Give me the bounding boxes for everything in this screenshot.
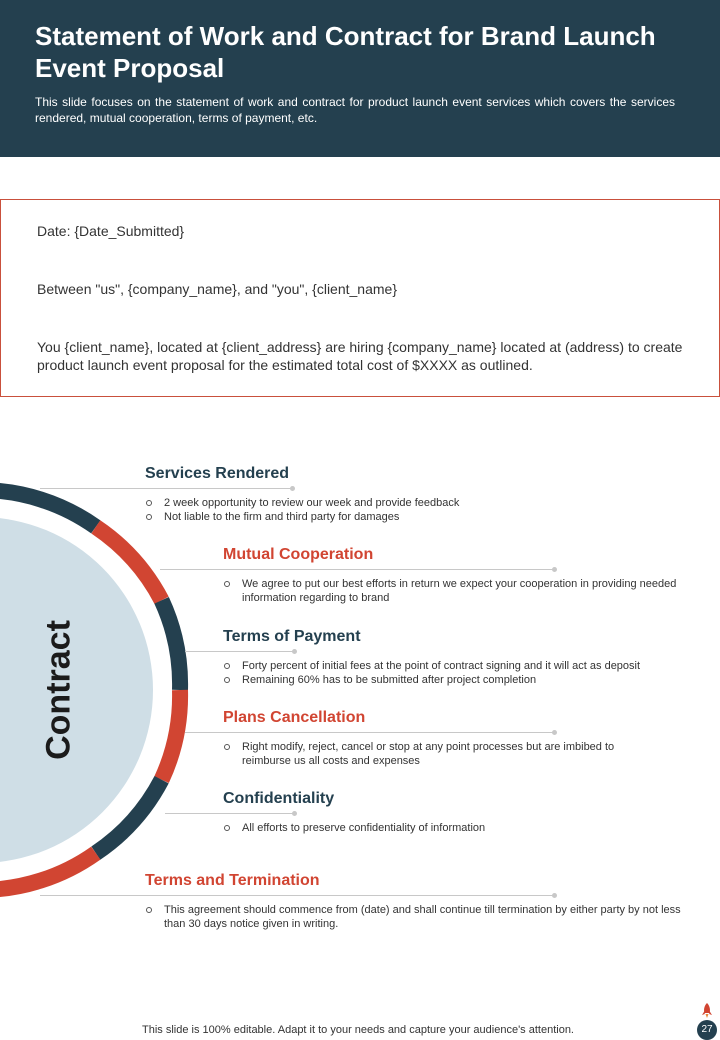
section-terms-of-payment — [223, 627, 693, 687]
section-list — [223, 577, 693, 605]
rocket-icon — [701, 1003, 713, 1019]
section-list — [223, 659, 693, 687]
section-services-rendered — [145, 464, 705, 524]
ring-segment-4 — [162, 690, 180, 780]
section-terms-and-termination — [145, 871, 690, 931]
page-number-badge: 27 — [697, 1020, 717, 1040]
separator-line — [165, 813, 295, 814]
hiring-line: You {client_name}, located at {client_address} are hiring {company_name} located at (address) to create product launch event proposal for the estimated total cost of $XXXX as outlined. — [37, 339, 683, 373]
footer-note: This slide is 100% editable. Adapt it to your needs and capture your audience's attention. — [142, 1024, 574, 1036]
list-item: Not liable to the firm and third party for damages — [145, 510, 705, 524]
section-list — [145, 496, 705, 524]
ring-segment-3 — [162, 600, 180, 690]
separator-line — [160, 569, 555, 570]
section-title: Terms of Payment — [223, 628, 361, 645]
list-item: Right modify, reject, cancel or stop at any point processes but are imbibed to reimburse us all costs and expenses — [223, 740, 663, 768]
section-title: Services Rendered — [145, 465, 290, 482]
separator-line — [40, 895, 555, 896]
section-title: Mutual Cooperation — [223, 546, 374, 563]
separator-line — [185, 651, 295, 652]
section-title: Plans Cancellation — [223, 709, 366, 726]
section-title: Confidentiality — [223, 790, 335, 807]
list-item: All efforts to preserve confidentiality of information — [223, 821, 693, 835]
date-line: Date: {Date_Submitted} — [37, 223, 185, 239]
page-subtitle: This slide focuses on the statement of work and contract for product launch event services which covers the services rendered, mutual cooperation, terms of payment, etc. — [35, 95, 675, 125]
list-item: Remaining 60% has to be submitted after project completion — [223, 673, 693, 687]
list-item: Forty percent of initial fees at the point of contract signing and it will act as deposit — [223, 659, 693, 673]
section-mutual-cooperation — [223, 545, 693, 605]
page-title: Statement of Work and Contract for Brand Launch Event Proposal — [35, 21, 656, 83]
section-list — [223, 821, 693, 835]
list-item: 2 week opportunity to review our week and provide feedback — [145, 496, 705, 510]
section-list — [145, 903, 690, 931]
contract-intro-box — [0, 199, 720, 397]
separator-line — [185, 732, 555, 733]
section-plans-cancellation — [223, 708, 663, 768]
section-title: Terms and Termination — [145, 872, 320, 889]
list-item: We agree to put our best efforts in return we expect your cooperation in providing needed information regarding to brand — [223, 577, 693, 605]
parties-line: Between "us", {company_name}, and "you", {client_name} — [37, 281, 398, 297]
contract-ring-graphic — [0, 480, 220, 900]
header-banner — [0, 0, 720, 157]
section-list — [223, 740, 663, 768]
list-item: This agreement should commence from (date) and shall continue till termination by either party by not less than 30 days notice given in writing. — [145, 903, 690, 931]
separator-line — [40, 488, 293, 489]
contract-label: Contract — [39, 620, 78, 760]
